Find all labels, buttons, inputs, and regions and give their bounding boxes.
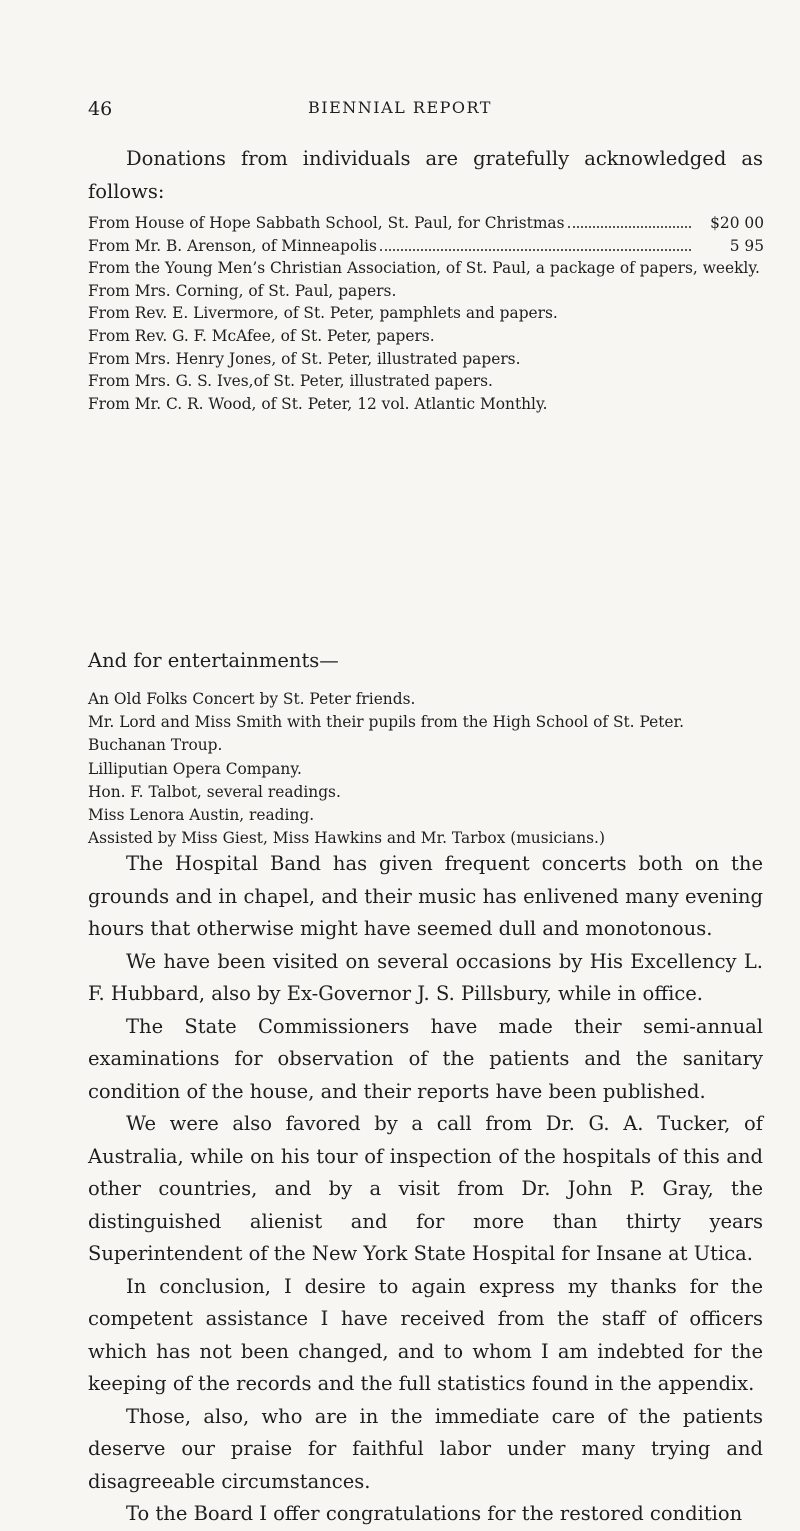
list-item: Buchanan Troup.	[88, 736, 223, 755]
list-item: An Old Folks Concert by St. Peter friends.	[88, 690, 416, 708]
list-item: From Mr. C. R. Wood, of St. Peter, 12 vol. Atlantic Monthly.	[88, 394, 548, 413]
paragraph: Those, also, who are in the immediate care of the patients deserve our praise for faithful labor under many trying and disagreeable circumstances.	[88, 1404, 763, 1493]
list-item: Miss Lenora Austin, reading.	[88, 806, 315, 825]
paragraph: In conclusion, I desire to again express my thanks for the competent assistance I have received from the staff of officers which has not been changed, and to whom I am indebted for the keeping of the records and the full statistics found in the appendix.	[88, 1274, 763, 1395]
entertainments-list	[88, 688, 764, 850]
list-item: From the Young Men’s Christian Association, of St. Paul, a package of papers, weekly.	[88, 259, 760, 278]
list-item: From Mrs. Corning, of St. Paul, papers.	[88, 281, 397, 300]
amount: 5 95	[729, 236, 764, 255]
paragraph: We were also favored by a call from Dr. G. A. Tucker, of Australia, while on his tour of inspection of the hospitals of this and other countries, and by a visit from Dr. John P. Gray, the distinguished alienist and for more than thirty years Superintendent of the New York State Hospital for Insane at Utica.	[88, 1112, 763, 1265]
intro-paragraph: Donations from individuals are gratefully acknowledged as follows:	[88, 147, 763, 203]
body-paragraphs	[88, 848, 763, 1531]
list-item: From Rev. E. Livermore, of St. Peter, pamphlets and papers.	[88, 304, 558, 323]
list-item: Lilliputian Opera Company.	[88, 759, 302, 778]
paragraph: To the Board I offer congratulations for the restored condition	[126, 1502, 743, 1525]
list-item: From House of Hope Sabbath School, St. Paul, for Christmas $20 00	[88, 212, 764, 235]
list-item: From Rev. G. F. McAfee, of St. Peter, papers.	[88, 326, 435, 345]
paragraph: We have been visited on several occasions by His Excellency L. F. Hubbard, also by Ex-Governor J. S. Pillsbury, while in office.	[88, 949, 763, 1005]
list-item: From Mrs. Henry Jones, of St. Peter, illustrated papers.	[88, 349, 521, 368]
list-item: Assisted by Miss Giest, Miss Hawkins and Mr. Tarbox (musicians.)	[88, 829, 605, 848]
list-item: From Mr. B. Arenson, of Minneapolis 5 95	[88, 235, 764, 258]
page-header	[0, 98, 800, 128]
list-item: From Mrs. G. S. Ives,of St. Peter, illustrated papers.	[88, 372, 493, 391]
paragraph: The State Commissioners have made their semi-annual examinations for observation of the patients and the sanitary condition of the house, and their reports have been published.	[88, 1014, 763, 1103]
list-item: Hon. F. Talbot, several readings.	[88, 782, 341, 801]
entertainments-heading: And for entertainments—	[88, 649, 339, 672]
list-item: Mr. Lord and Miss Smith with their pupils from the High School of St. Peter.	[88, 713, 685, 732]
page-number: 46	[88, 98, 113, 120]
donations-list	[88, 212, 764, 415]
amount: $20 00	[710, 214, 764, 232]
running-head: BIENNIAL REPORT	[308, 98, 492, 117]
paragraph: The Hospital Band has given frequent concerts both on the grounds and in chapel, and their music has enlivened many evening hours that otherwise might have seemed dull and monotonous.	[88, 852, 763, 940]
